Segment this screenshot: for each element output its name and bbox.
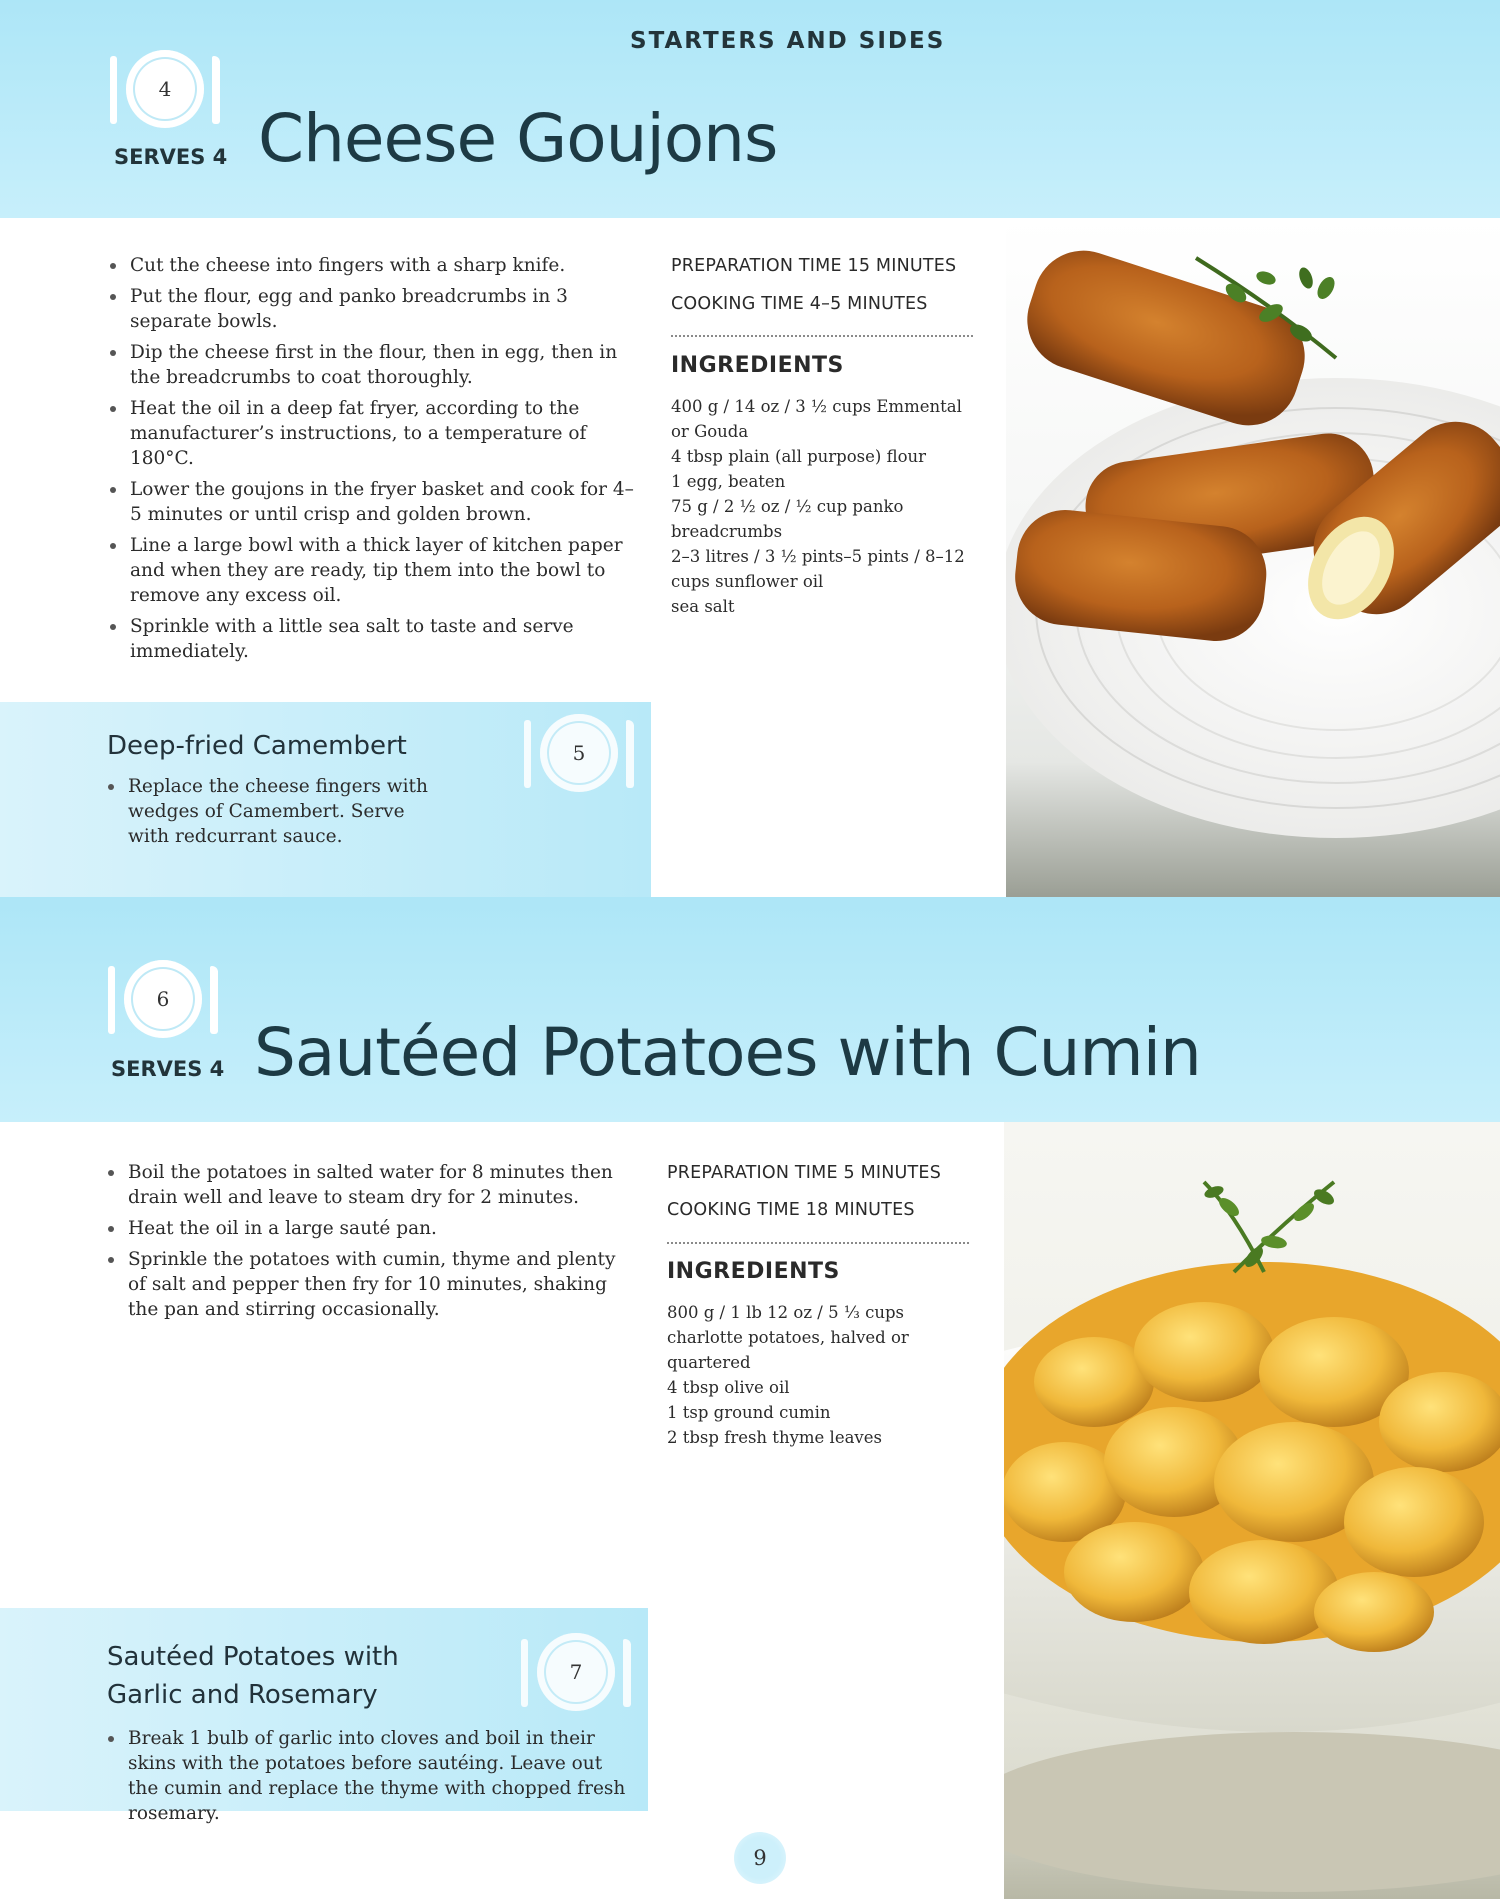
method-step: Line a large bowl with a thick layer of kitchen paper and when they are ready, tip them into the bowl to remove any excess oil.	[106, 533, 636, 608]
recipe-title: Sautéed Potatoes with Cumin	[254, 1014, 1201, 1091]
ingredient-item: 4 tbsp plain (all purpose) flour	[671, 447, 927, 466]
divider	[667, 1242, 969, 1244]
serves-plate-icon	[110, 50, 220, 130]
recipe-title: Cheese Goujons	[258, 100, 778, 177]
fork-icon	[108, 966, 115, 1034]
method-step: Heat the oil in a deep fat fryer, according to the manufacturer’s instructions, to a temperature of 180°C.	[106, 396, 636, 471]
fork-icon	[524, 720, 531, 788]
knife-icon	[212, 56, 220, 124]
ingredient-item: 75 g / 2 ½ oz / ½ cup panko breadcrumbs	[671, 497, 904, 541]
variation-plate-icon	[524, 714, 634, 794]
knife-icon	[210, 966, 218, 1034]
variation-title: Deep-fried Camembert	[107, 731, 407, 761]
cook-time: COOKING TIME 4–5 MINUTES	[671, 294, 928, 314]
method-step: Sprinkle with a little sea salt to taste and serve immediately.	[106, 614, 636, 664]
method-step: Cut the cheese into fingers with a sharp knife.	[106, 253, 636, 278]
method-step: Sprinkle the potatoes with cumin, thyme and plenty of salt and pepper then fry for 10 minutes, shaking the pan and stirring occasionally.	[104, 1247, 634, 1322]
ingredient-item: 1 tsp ground cumin	[667, 1403, 831, 1422]
cheese-goujons-illustration	[1006, 218, 1500, 898]
ingredient-item: 400 g / 14 oz / 3 ½ cups Emmental or Gouda	[671, 397, 962, 441]
method-list	[106, 253, 636, 670]
variation-title: Sautéed Potatoes with	[107, 1642, 399, 1672]
knife-icon	[623, 1639, 631, 1707]
method-step: Heat the oil in a large sauté pan.	[104, 1216, 634, 1241]
ingredient-item: 2–3 litres / 3 ½ pints–5 pints / 8–12 cups sunflower oil	[671, 547, 965, 591]
method-step: Replace the cheese fingers with wedges of Camembert. Serve with redcurrant sauce.	[104, 774, 434, 849]
ingredient-item: 2 tbsp fresh thyme leaves	[667, 1428, 882, 1447]
plate-icon: 4	[126, 50, 204, 128]
variation-method-list	[104, 1726, 634, 1832]
ingredient-item: 1 egg, beaten	[671, 472, 786, 491]
page-number: 9	[734, 1832, 786, 1884]
ingredients-title: INGREDIENTS	[667, 1259, 840, 1284]
serves-plate-icon	[108, 960, 218, 1040]
method-list	[104, 1160, 634, 1328]
section-label: STARTERS AND SIDES	[630, 28, 946, 54]
cheese-goujons-photo	[1006, 218, 1500, 898]
serves-label: SERVES 4	[111, 1057, 225, 1081]
serves-label: SERVES 4	[114, 145, 228, 169]
variation-plate-icon	[521, 1633, 631, 1713]
ingredients-title: INGREDIENTS	[671, 353, 844, 378]
method-step: Lower the goujons in the fryer basket and cook for 4–5 minutes or until crisp and golden brown.	[106, 477, 636, 527]
method-step: Break 1 bulb of garlic into cloves and boil in their skins with the potatoes before sautéing. Leave out the cumin and replace the thyme with chopped fresh rosemary.	[104, 1726, 634, 1826]
method-step: Put the flour, egg and panko breadcrumbs in 3 separate bowls.	[106, 284, 636, 334]
fork-icon	[521, 1639, 528, 1707]
variation-method-list	[104, 774, 434, 855]
fork-icon	[110, 56, 117, 124]
plate-icon: 5	[540, 714, 618, 792]
variation-title: Garlic and Rosemary	[107, 1680, 378, 1710]
plate-icon: 7	[537, 1633, 615, 1711]
method-step: Dip the cheese first in the flour, then in egg, then in the breadcrumbs to coat thoroughly.	[106, 340, 636, 390]
prep-time: PREPARATION TIME 15 MINUTES	[671, 256, 957, 276]
knife-icon	[626, 720, 634, 788]
divider	[671, 335, 973, 337]
ingredient-item: 800 g / 1 lb 12 oz / 5 ⅓ cups charlotte potatoes, halved or quartered	[667, 1303, 909, 1372]
prep-time: PREPARATION TIME 5 MINUTES	[667, 1163, 941, 1183]
ingredient-item: sea salt	[671, 597, 735, 616]
ingredients-list	[667, 1300, 972, 1450]
sauteed-potatoes-photo	[1004, 1122, 1500, 1899]
cook-time: COOKING TIME 18 MINUTES	[667, 1200, 915, 1220]
plate-icon: 6	[124, 960, 202, 1038]
sauteed-potatoes-illustration	[1004, 1122, 1500, 1899]
method-step: Boil the potatoes in salted water for 8 minutes then drain well and leave to steam dry for 2 minutes.	[104, 1160, 634, 1210]
ingredients-list	[671, 394, 971, 619]
ingredient-item: 4 tbsp olive oil	[667, 1378, 790, 1397]
